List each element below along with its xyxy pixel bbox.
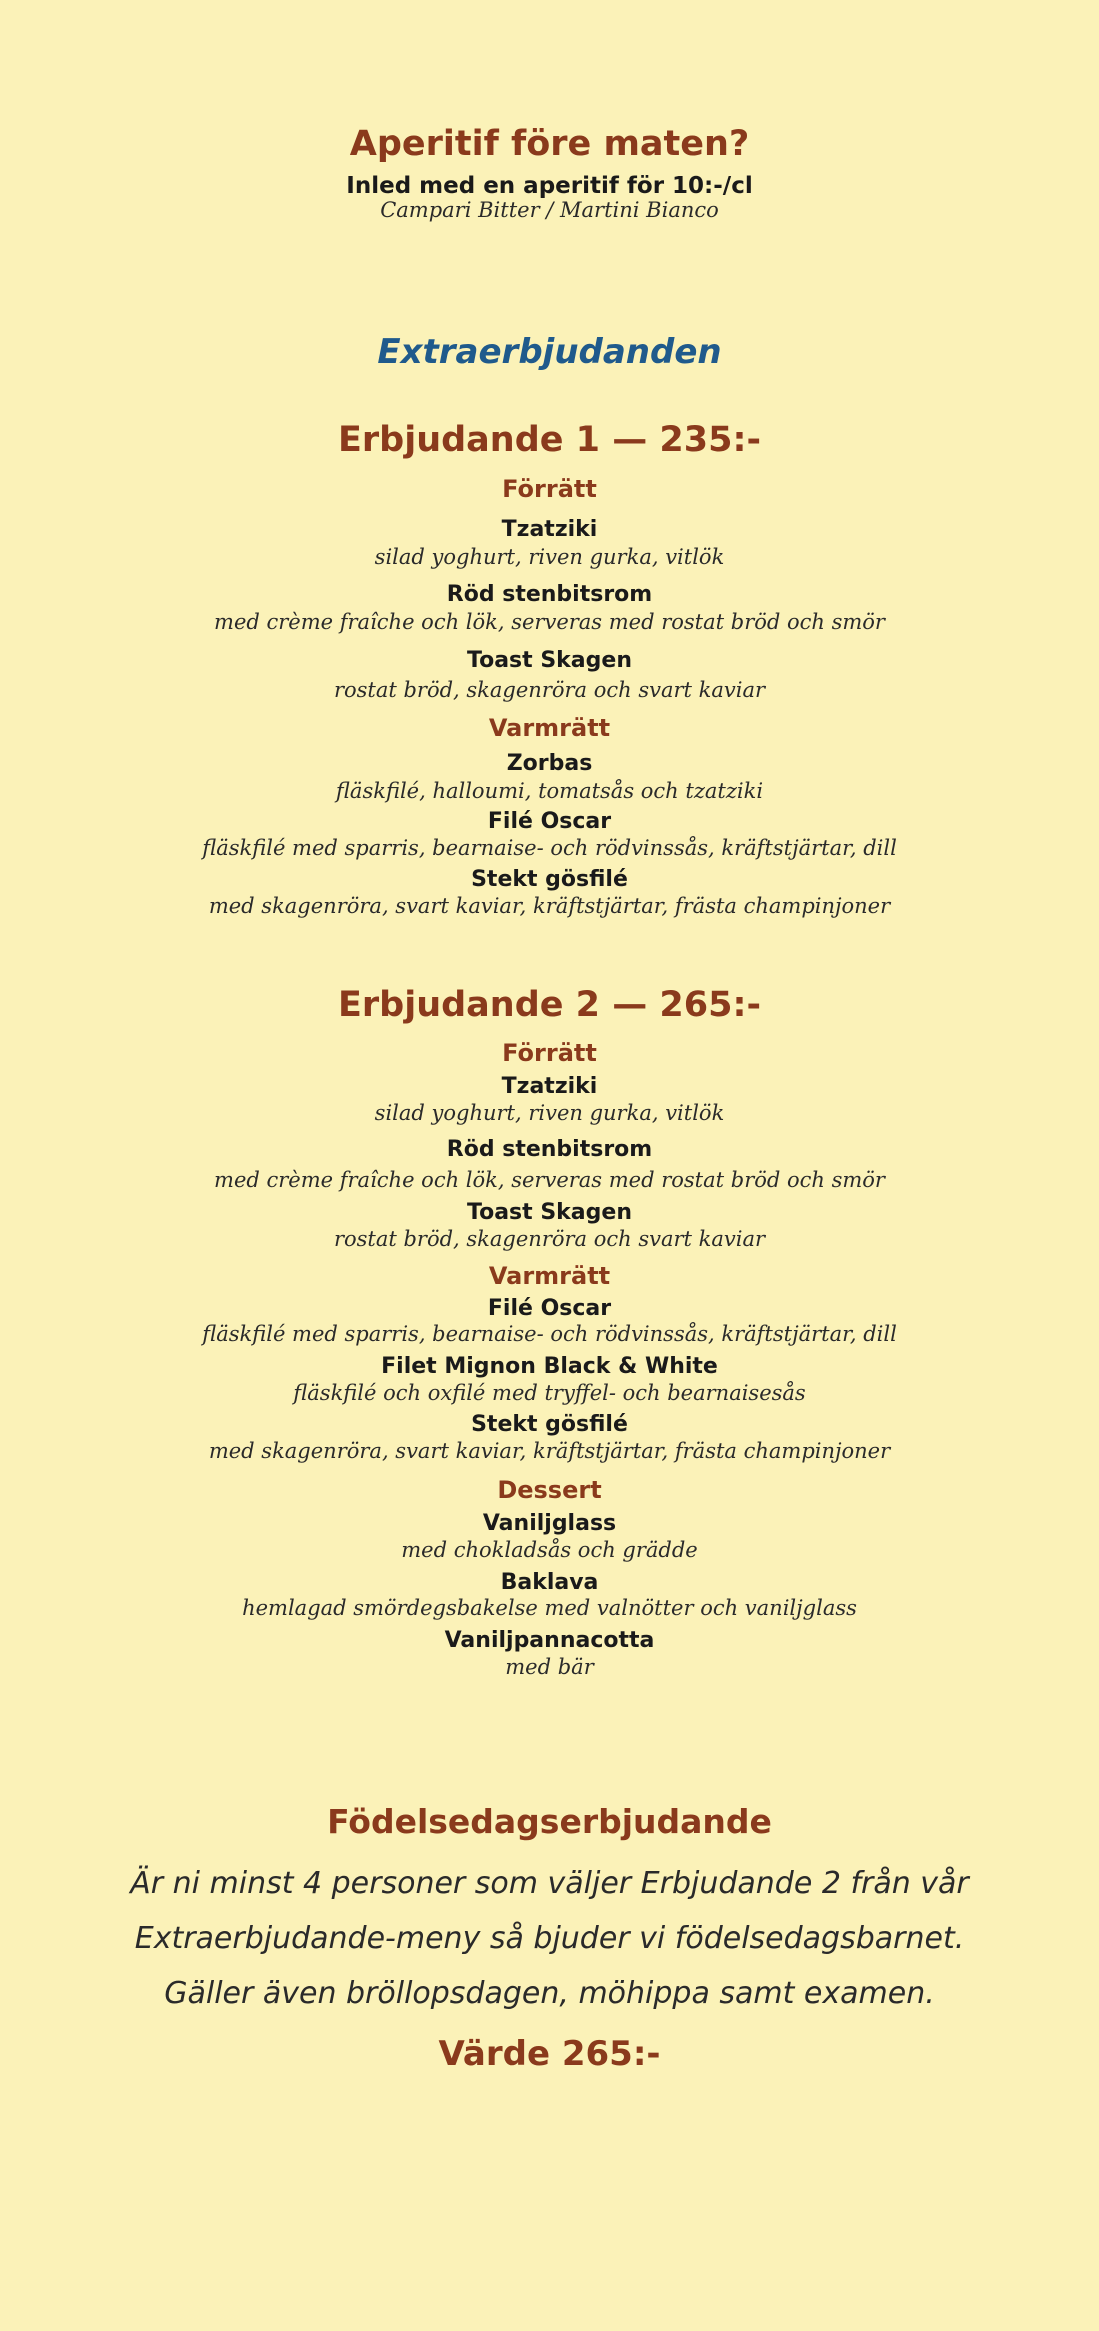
offer2-starter-name: Tzatziki	[501, 1074, 598, 1099]
offer2-title: Erbjudande 2 — 265:-	[337, 985, 761, 1025]
offer1-starter-name: Toast Skagen	[467, 648, 632, 673]
offer2-starter-desc: rostat bröd, skagenröra och svart kaviar	[333, 1227, 766, 1251]
offer2-dessert-desc: med chokladsås och grädde	[401, 1538, 698, 1562]
offer1-title: Erbjudande 1 — 235:-	[337, 420, 761, 460]
offer1-main-desc: fläskfilé med sparris, bearnaise- och rödvinssås, kräftstjärtar, dill	[202, 836, 897, 860]
offer2-dessert-desc: hemlagad smördegsbakelse med valnötter och vaniljglass	[242, 1596, 857, 1620]
offer2-dessert-name: Baklava	[500, 1570, 599, 1595]
offer2-dessert-name: Vaniljglass	[482, 1511, 617, 1536]
offer2-starter-name: Röd stenbitsrom	[446, 1137, 653, 1162]
birthday-line: Gäller även bröllopsdagen, möhippa samt examen.	[164, 1976, 935, 2011]
offer2-dessert-name: Vaniljpannacotta	[444, 1628, 655, 1653]
offer1-main-desc: med skagenröra, svart kaviar, kräftstjärtar, frästa champinjoner	[208, 894, 891, 918]
offer2-main-name: Stekt gösfilé	[471, 1412, 628, 1437]
offer1-starter-desc: rostat bröd, skagenröra och svart kaviar	[333, 678, 766, 702]
offer1-main-name: Filé Oscar	[487, 809, 612, 834]
offer2-main-desc: fläskfilé och oxfilé med tryffel- och bearnaisesås	[293, 1381, 806, 1405]
offer2-main-name: Filé Oscar	[487, 1296, 612, 1321]
offer2-starter-desc: med crème fraîche och lök, serveras med rostat bröd och smör	[214, 1168, 885, 1192]
offer2-main-desc: fläskfilé med sparris, bearnaise- och rödvinssås, kräftstjärtar, dill	[202, 1322, 897, 1346]
offer1-starter-name: Tzatziki	[501, 517, 598, 542]
aperitif-title: Aperitif före maten?	[349, 124, 750, 164]
aperitif-subtitle: Inled med en aperitif för 10:-/cl	[346, 173, 753, 199]
offer2-main-label: Varmrätt	[488, 1262, 611, 1290]
offer1-main-label: Varmrätt	[488, 714, 611, 742]
offer2-main-name: Filet Mignon Black & White	[381, 1354, 718, 1379]
birthday-value: Värde 265:-	[438, 2034, 661, 2074]
aperitif-drinks: Campari Bitter / Martini Bianco	[380, 198, 719, 222]
extras-title: Extraerbjudanden	[377, 332, 722, 372]
birthday-title: Födelsedagserbjudande	[327, 1802, 772, 1841]
offer1-starter-desc: silad yoghurt, riven gurka, vitlök	[374, 545, 725, 569]
offer1-starter-label: Förrätt	[502, 475, 597, 503]
offer1-main-name: Zorbas	[506, 751, 593, 776]
birthday-line: Är ni minst 4 personer som väljer Erbjudande 2 från vår	[130, 1866, 969, 1901]
offer2-main-desc: med skagenröra, svart kaviar, kräftstjärtar, frästa champinjoner	[208, 1439, 891, 1463]
offer1-starter-name: Röd stenbitsrom	[446, 582, 653, 607]
offer2-starter-label: Förrätt	[502, 1039, 597, 1067]
birthday-line: Extraerbjudande-meny så bjuder vi födelsedagsbarnet.	[134, 1921, 965, 1956]
offer1-main-desc: fläskfilé, halloumi, tomatsås och tzatziki	[335, 779, 764, 803]
offer2-starter-desc: silad yoghurt, riven gurka, vitlök	[374, 1101, 725, 1125]
offer2-starter-name: Toast Skagen	[467, 1200, 632, 1225]
offer1-main-name: Stekt gösfilé	[471, 867, 628, 892]
offer1-starter-desc: med crème fraîche och lök, serveras med rostat bröd och smör	[214, 610, 885, 634]
offer2-dessert-label: Dessert	[497, 1476, 602, 1504]
offer2-dessert-desc: med bär	[505, 1655, 594, 1679]
